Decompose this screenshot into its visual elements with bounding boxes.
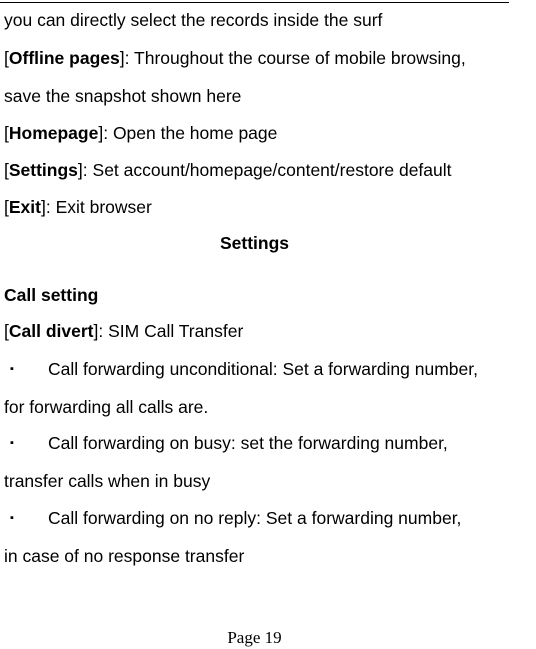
homepage-term: Homepage <box>8 123 99 143</box>
exit-term: Exit <box>8 197 41 217</box>
bullet-mark: ▪ <box>10 363 14 375</box>
settings-heading: Settings <box>219 233 290 253</box>
offline-pages-term: Offline pages <box>8 48 120 68</box>
homepage-line: [Homepage]: Open the home page <box>4 123 278 143</box>
call-divert-desc: : SIM Call Transfer <box>98 321 244 341</box>
homepage-desc: : Open the home page <box>103 123 278 143</box>
bullet-busy-cont: transfer calls when in busy <box>4 471 211 491</box>
exit-line: [Exit]: Exit browser <box>4 197 152 217</box>
bullet-no-reply-cont: in case of no response transfer <box>4 546 245 566</box>
bullet-busy: Call forwarding on busy: set the forwarding number, <box>48 433 448 453</box>
bullet-mark: ▪ <box>10 437 14 449</box>
call-divert-line: [Call divert]: SIM Call Transfer <box>4 321 244 341</box>
intro-line: you can directly select the records inside the surf <box>4 10 383 30</box>
bullet-no-reply: Call forwarding on no reply: Set a forwarding number, <box>48 508 462 528</box>
settings-line: [Settings]: Set account/homepage/content/restore default <box>4 160 452 180</box>
settings-desc: : Set account/homepage/content/restore default <box>82 160 452 180</box>
offline-pages-desc: : Throughout the course of mobile browsing, <box>124 48 466 68</box>
bullet-mark: ▪ <box>10 512 14 524</box>
exit-desc: : Exit browser <box>45 197 152 217</box>
bullet-unconditional-cont: for forwarding all calls are. <box>4 397 209 417</box>
offline-pages-line: [Offline pages]: Throughout the course of mobile browsing, <box>4 48 466 68</box>
offline-pages-cont: save the snapshot shown here <box>4 86 242 106</box>
bullet-unconditional: Call forwarding unconditional: Set a forwarding number, <box>48 359 478 379</box>
page-number: Page 19 <box>227 628 282 647</box>
top-divider <box>0 2 509 3</box>
call-divert-term: Call divert <box>8 321 94 341</box>
settings-term: Settings <box>8 160 78 180</box>
call-setting-title: Call setting <box>4 285 99 305</box>
